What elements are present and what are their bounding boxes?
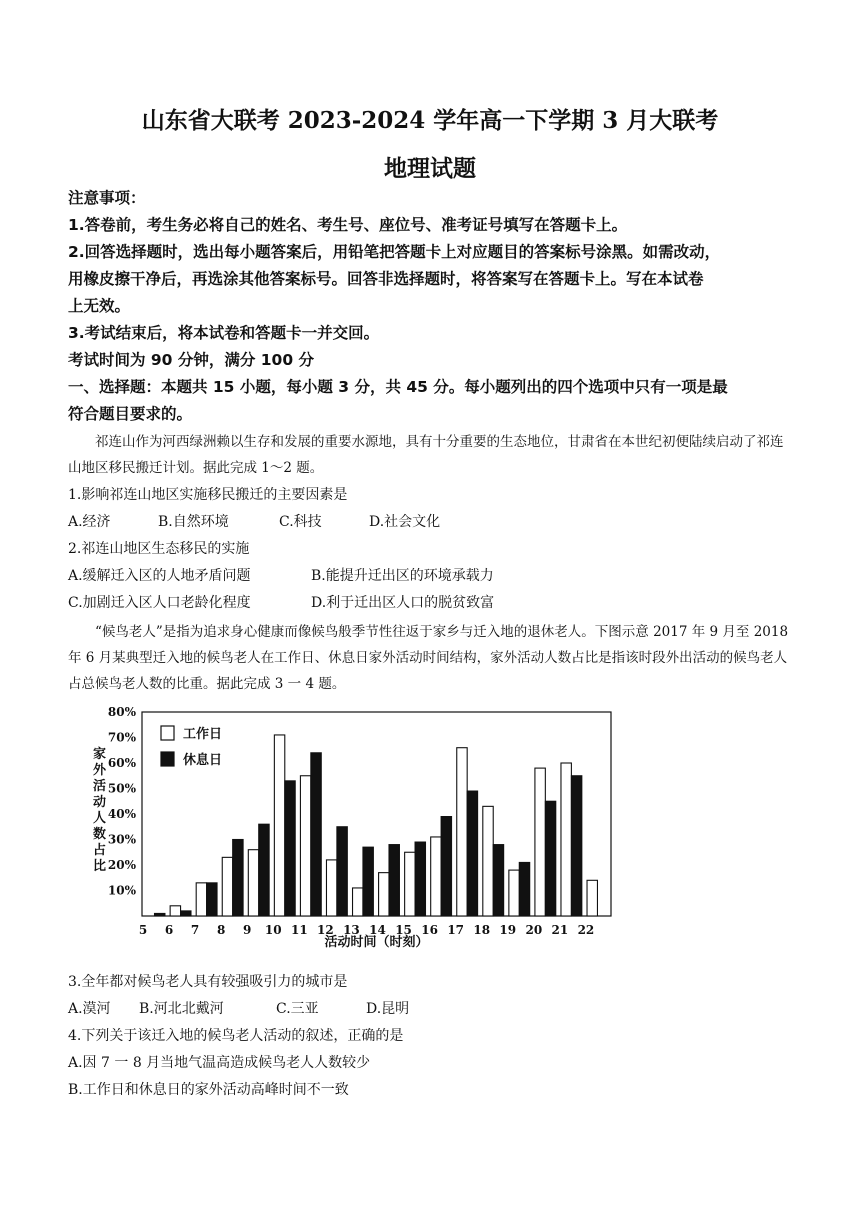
notice-item-2-end: 上无效。: [68, 297, 131, 315]
legend-label-workday: 工作日: [183, 727, 223, 742]
q3-option-a: A.漠河: [68, 1001, 111, 1017]
x-tick-label: 18: [473, 923, 491, 937]
bar-workday: [535, 768, 545, 916]
y-axis-label-char: 动: [93, 795, 107, 810]
bar-workday: [431, 837, 441, 916]
bar-workday: [509, 870, 519, 916]
q4-option-a: A.因 7 一 8 月当地气温高造成候鸟老人人数较少: [68, 1055, 371, 1071]
q1-option-c: C.科技: [279, 514, 322, 530]
x-tick-label: 7: [190, 923, 200, 937]
bar-restday: [519, 862, 529, 916]
bar-workday: [587, 880, 597, 916]
bar-restday: [207, 883, 217, 916]
q4-stem: 4.下列关于该迁入地的候鸟老人活动的叙述，正确的是: [68, 1028, 404, 1044]
bar-workday: [196, 883, 206, 916]
q2-options-row2: [68, 590, 494, 616]
bar-workday: [170, 906, 180, 916]
q3-option-c: C.三亚: [276, 1001, 319, 1017]
x-tick-label: 15: [395, 923, 412, 937]
q2-stem: 2.祁连山地区生态移民的实施: [68, 541, 250, 557]
legend-swatch-restday: [161, 752, 174, 766]
y-tick-label: 50%: [107, 781, 136, 796]
q3-option-b: B.河北北戴河: [139, 1001, 224, 1017]
bar-workday: [222, 857, 232, 916]
bar-restday: [571, 776, 581, 916]
q1-option-d: D.社会文化: [369, 514, 441, 530]
x-tick-label: 5: [138, 923, 148, 937]
bar-restday: [493, 845, 503, 916]
q2-option-b: B.能提升迁出区的环境承载力: [311, 568, 494, 584]
y-axis-label-char: 外: [93, 763, 107, 778]
legend-swatch-workday: [161, 726, 174, 740]
bar-workday: [326, 860, 336, 916]
bar-workday: [405, 852, 415, 916]
y-axis-label-char: 数: [93, 827, 107, 842]
q1-option-a: A.经济: [68, 514, 111, 530]
q1-options: [68, 509, 440, 535]
q4-option-b: B.工作日和休息日的家外活动高峰时间不一致: [68, 1082, 349, 1098]
q3-stem: 3.全年都对候鸟老人具有较强吸引力的城市是: [68, 974, 348, 990]
q3-option-d: D.昆明: [366, 1001, 410, 1017]
x-tick-label: 9: [243, 923, 252, 937]
y-axis-label-char: 比: [93, 859, 107, 874]
x-tick-label: 16: [421, 923, 438, 937]
chart-svg: [95, 700, 635, 962]
y-tick-label: 60%: [107, 756, 136, 770]
bar-workday: [483, 806, 493, 916]
notice-item-2: 2.回答选择题时，选出每小题答案后，用铅笔把答题卡上对应题目的答案标号涂黑。如需改动，: [68, 243, 721, 261]
bar-restday: [233, 840, 243, 917]
bar-restday: [285, 781, 295, 916]
bar-restday: [363, 847, 373, 916]
passage-1: 祁连山作为河西绿洲赖以生存和发展的重要水源地，具有十分重要的生态地位，甘肃省在本世纪初便陆续启动了祁连山地区移民搬迁计划。据此完成 1～2 题。: [68, 434, 784, 476]
bar-workday: [300, 776, 310, 916]
q2-options-row1: [68, 563, 494, 589]
activity-bar-chart: [95, 700, 635, 962]
x-tick-label: 8: [216, 923, 226, 937]
bar-workday: [248, 850, 258, 916]
notice-heading: 注意事项：: [68, 189, 146, 207]
bar-restday: [467, 791, 477, 916]
x-tick-label: 22: [577, 923, 595, 937]
q2-option-d: D.利于迁出区人口的脱贫致富: [311, 595, 495, 611]
exam-title: 山东省大联考 2023-2024 学年高一下学期 3 月大联考: [141, 107, 719, 134]
x-tick-label: 6: [164, 923, 174, 937]
y-tick-label: 40%: [107, 807, 136, 821]
x-tick-label: 20: [525, 923, 543, 937]
bar-workday: [561, 763, 571, 916]
q2-option-a: A.缓解迁入区的人地矛盾问题: [68, 568, 251, 584]
y-tick-label: 80%: [107, 705, 136, 719]
y-axis-label-char: 人: [93, 811, 107, 826]
notice-item-2-cont: 用橡皮擦干净后，再选涂其他答案标号。回答非选择题时，将答案写在答题卡上。写在本试卷: [68, 270, 704, 288]
bar-restday: [337, 827, 347, 916]
bar-restday: [311, 753, 321, 916]
bar-workday: [457, 748, 467, 916]
q1-stem: 1.影响祁连山地区实施移民搬迁的主要因素是: [68, 487, 348, 503]
y-axis-label-char: 活: [93, 779, 107, 794]
y-tick-label: 20%: [107, 858, 136, 872]
notice-item-1: 1.答卷前，考生务必将自己的姓名、考生号、座位号、准考证号填写在答题卡上。: [68, 216, 628, 234]
q2-option-c: C.加剧迁入区人口老龄化程度: [68, 595, 251, 611]
y-tick-label: 70%: [107, 730, 136, 745]
bar-restday: [389, 845, 399, 916]
x-tick-label: 10: [264, 923, 282, 937]
x-tick-label: 17: [447, 923, 465, 937]
x-tick-label: 12: [317, 923, 334, 937]
legend-label-restday: 休息日: [183, 753, 223, 768]
section-heading: 一、选择题：本题共 15 小题，每小题 3 分，共 45 分。每小题列出的四个选项中只有一项是最: [68, 378, 728, 396]
passage-2: “候鸟老人”是指为追求身心健康而像候鸟般季节性往返于家乡与迁入地的退休老人。下图示意 2017 年 9 月至 2018 年 6 月某典型迁入地的候鸟老人在工作日、休息日家外活动时间结构，家外活动人数占比是指该时段外出活动的候鸟老人占总候鸟老人数的比重。据此完成 3 一 4 题。: [68, 624, 789, 692]
q1-option-b: B.自然环境: [158, 514, 229, 530]
q3-options: [68, 996, 409, 1022]
bar-workday: [353, 888, 363, 916]
bar-restday: [441, 817, 451, 916]
bar-restday: [155, 913, 165, 916]
x-tick-label: 13: [343, 923, 360, 937]
exam-subject: 地理试题: [384, 155, 476, 182]
bar-restday: [545, 801, 555, 916]
x-tick-label: 21: [551, 923, 569, 937]
y-axis-label-char: 家: [93, 747, 107, 762]
x-tick-label: 11: [290, 923, 308, 937]
section-heading-cont: 符合题目要求的。: [68, 405, 193, 423]
bar-workday: [274, 735, 284, 916]
y-axis-label-char: 占: [93, 843, 107, 858]
y-tick-label: 10%: [107, 883, 136, 898]
bar-restday: [259, 824, 269, 916]
bar-workday: [379, 873, 389, 916]
exam-time: 考试时间为 90 分钟，满分 100 分: [68, 351, 315, 369]
bar-restday: [181, 911, 191, 916]
bar-restday: [415, 842, 425, 916]
x-tick-label: 19: [499, 923, 517, 937]
notice-item-3: 3.考试结束后，将本试卷和答题卡一并交回。: [68, 324, 380, 342]
x-tick-label: 14: [369, 923, 386, 937]
x-axis-label: 活动时间（时刻）: [324, 935, 429, 950]
y-tick-label: 30%: [107, 832, 136, 847]
